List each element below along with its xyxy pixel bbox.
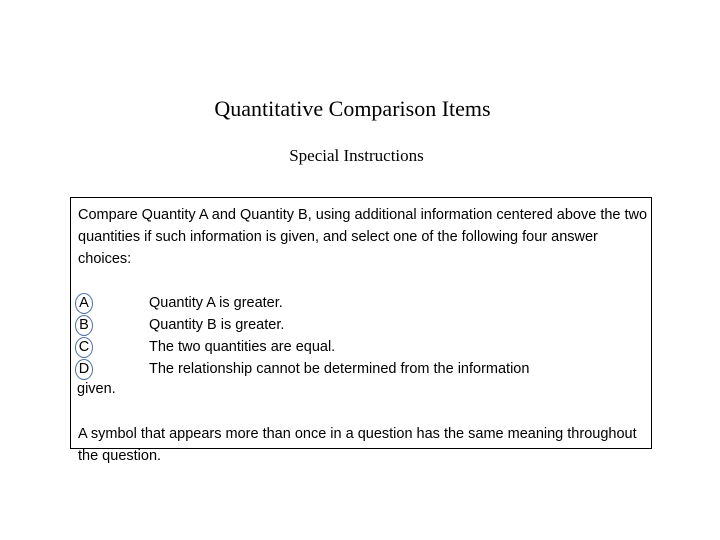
slide-title: Quantitative Comparison Items bbox=[214, 96, 491, 121]
instructions-note: A symbol that appears more than once in a question has the same meaning throughout the question. bbox=[78, 426, 637, 464]
choice-letter-b[interactable]: B bbox=[75, 315, 93, 336]
choice-text-c: The two quantities are equal. bbox=[149, 339, 336, 355]
choice-letter-c[interactable]: C bbox=[75, 337, 93, 358]
choice-text-a: Quantity A is greater. bbox=[149, 295, 283, 311]
instructions-intro: Compare Quantity A and Quantity B, using additional information centered above the two quantities if such information is given, and select one of the following four answer choices: bbox=[78, 207, 648, 267]
choice-d-continuation: given. bbox=[77, 381, 116, 397]
choice-text-b: Quantity B is greater. bbox=[149, 317, 285, 333]
choice-letter-d[interactable]: D bbox=[75, 359, 93, 380]
choice-letter-a[interactable]: A bbox=[75, 293, 93, 314]
slide-subtitle: Special Instructions bbox=[289, 146, 424, 165]
instructions-box bbox=[70, 197, 652, 464]
choice-text-d: The relationship cannot be determined from the information bbox=[149, 361, 530, 377]
